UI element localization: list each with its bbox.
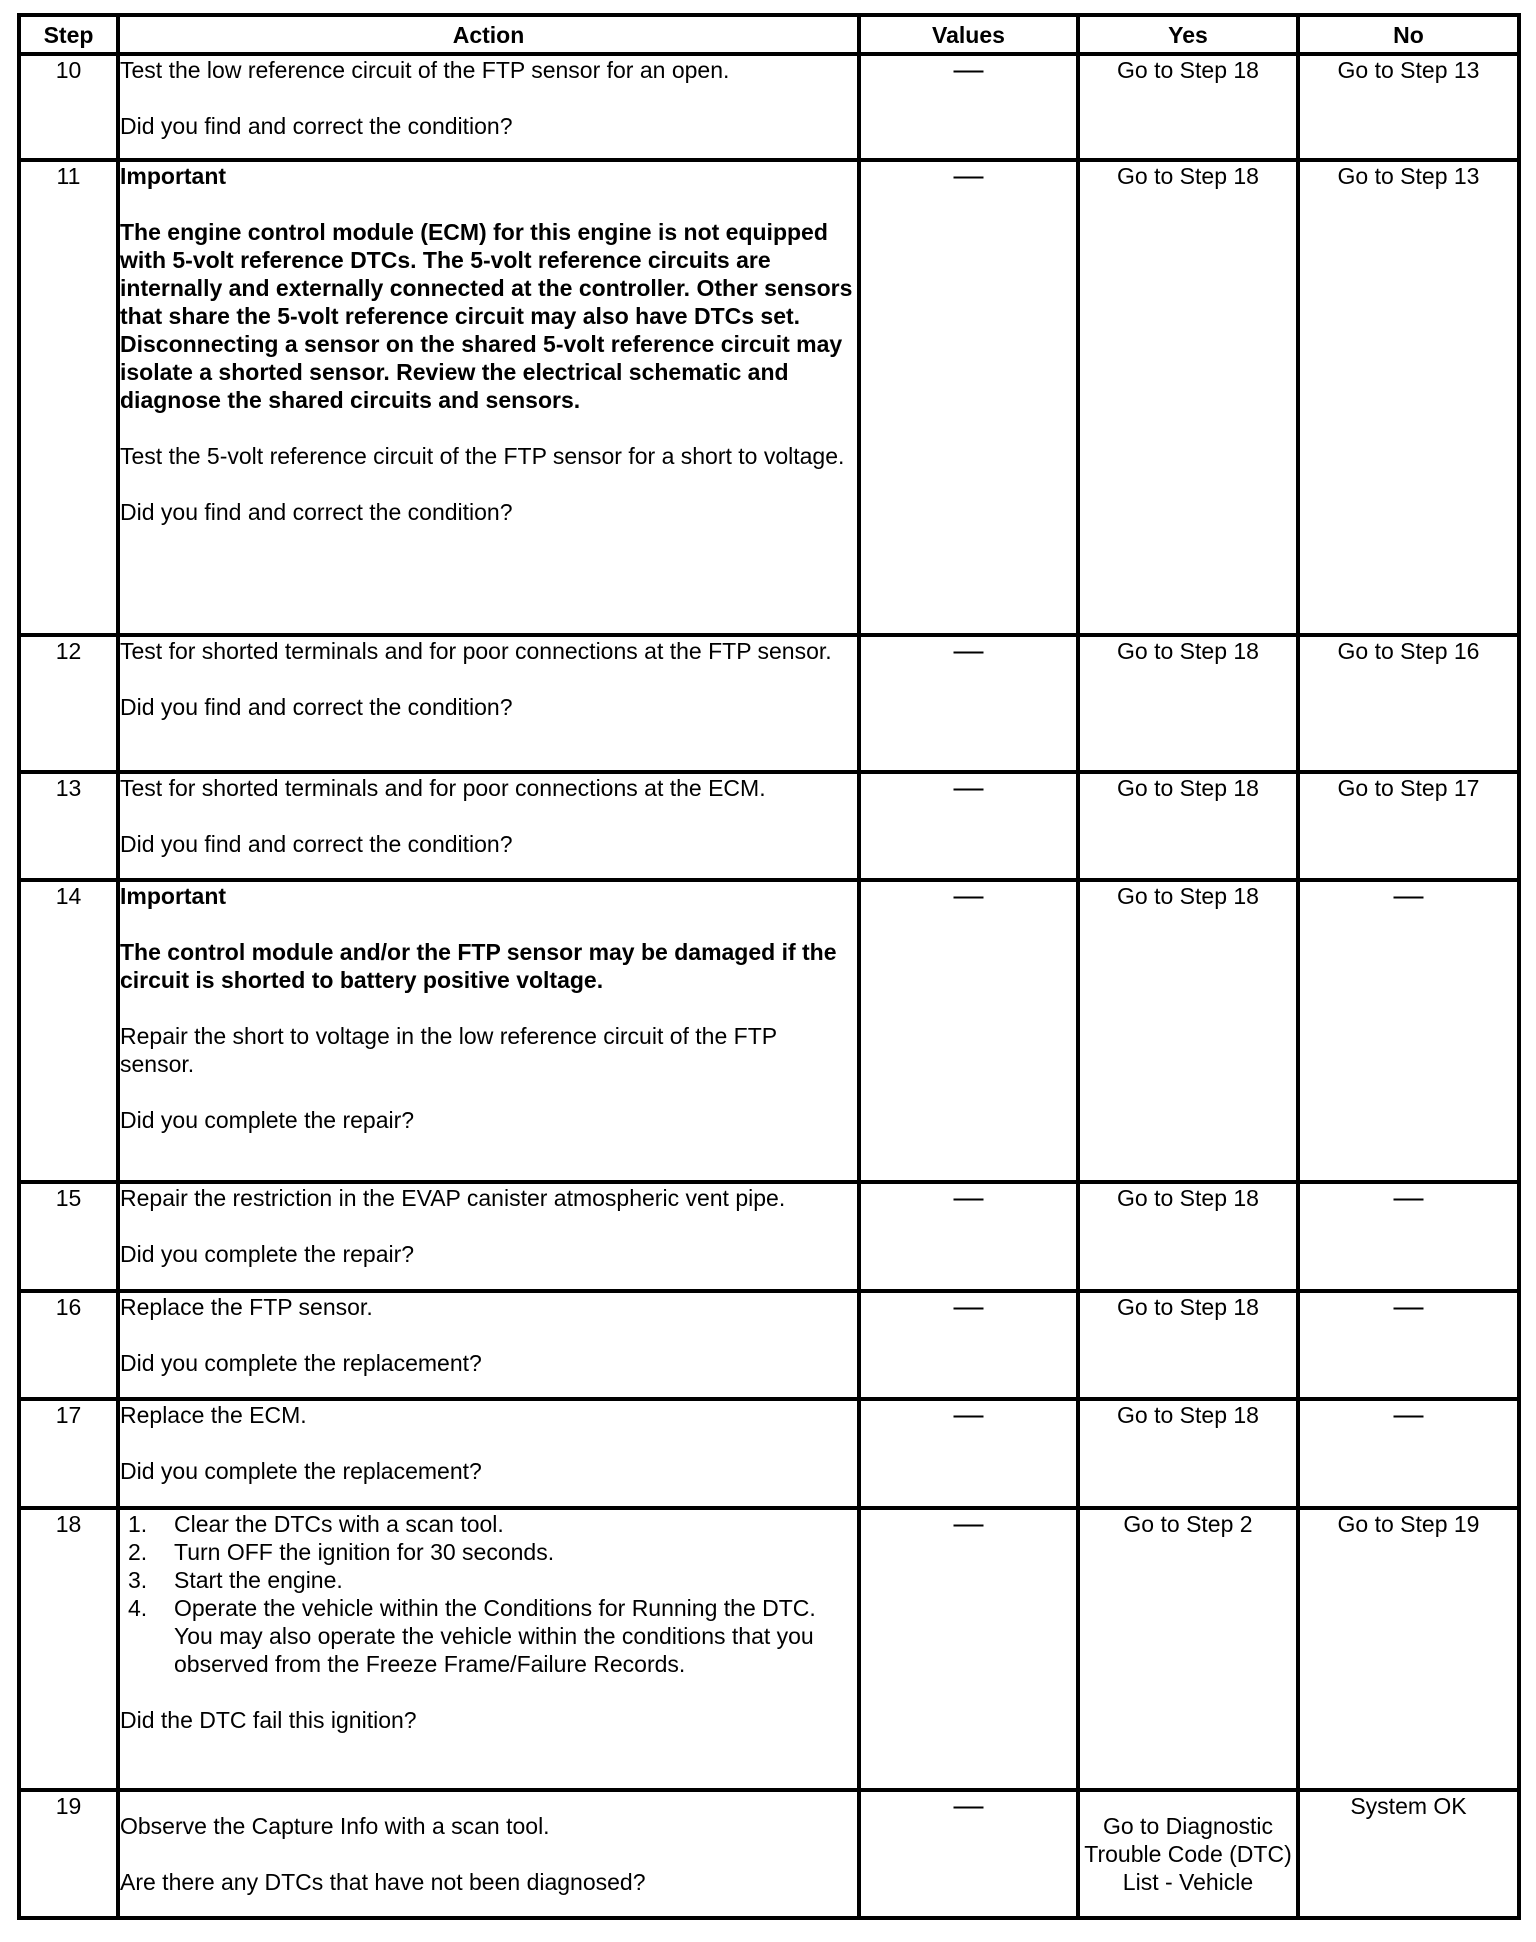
header-no: No — [1298, 15, 1519, 54]
action-cell — [118, 1790, 859, 1918]
no-cell: — — [1298, 880, 1519, 1182]
table-row — [19, 160, 1519, 635]
header-action: Action — [118, 15, 859, 54]
yes-cell: Go to Step 18 — [1078, 772, 1298, 880]
diagnostic-table — [17, 13, 1521, 1920]
action-text: Test the 5-volt reference circuit of the FTP sensor for a short to voltage. — [120, 443, 845, 469]
values-cell: — — [859, 160, 1078, 635]
action-cell — [118, 54, 859, 160]
no-cell: — — [1298, 1399, 1519, 1508]
step-number: 12 — [19, 635, 118, 772]
values-cell: — — [859, 1291, 1078, 1399]
action-question: Did you find and correct the condition? — [120, 694, 513, 720]
yes-cell: Go to Step 18 — [1078, 635, 1298, 772]
action-text: Test the low reference circuit of the FTP sensor for an open. — [120, 57, 730, 83]
procedure-step: 1. Clear the DTCs with a scan tool. — [128, 1511, 504, 1537]
action-question: Did you find and correct the condition? — [120, 831, 513, 857]
action-text: Observe the Capture Info with a scan tool. — [120, 1813, 550, 1839]
action-text: Replace the ECM. — [120, 1402, 307, 1428]
values-cell: — — [859, 1182, 1078, 1291]
action-text: Repair the restriction in the EVAP canister atmospheric vent pipe. — [120, 1185, 786, 1211]
no-cell: Go to Step 16 — [1298, 635, 1519, 772]
action-text: Repair the short to voltage in the low reference circuit of the FTP sensor. — [120, 1023, 777, 1077]
step-number: 13 — [19, 772, 118, 880]
action-question: Did you find and correct the condition? — [120, 113, 513, 139]
action-cell — [118, 1291, 859, 1399]
step-number: 16 — [19, 1291, 118, 1399]
header-step: Step — [19, 15, 118, 54]
step-number: 18 — [19, 1508, 118, 1790]
procedure-step: 2. Turn OFF the ignition for 30 seconds. — [128, 1539, 555, 1565]
no-cell: Go to Step 13 — [1298, 54, 1519, 160]
important-text: The control module and/or the FTP sensor may be damaged if the circuit is shorted to battery positive voltage. — [120, 939, 837, 993]
action-cell — [118, 1508, 859, 1790]
action-cell — [118, 880, 859, 1182]
action-text: Test for shorted terminals and for poor connections at the ECM. — [120, 775, 766, 801]
table-row — [19, 1508, 1519, 1790]
important-title: Important — [120, 883, 227, 909]
table-row — [19, 635, 1519, 772]
table-row — [19, 1291, 1519, 1399]
procedure-step: 4. Operate the vehicle within the Conditions for Running the DTC. You may also operate the vehicle within the conditions that you observed from the Freeze Frame/Failure Records. — [128, 1595, 816, 1677]
values-cell: — — [859, 54, 1078, 160]
table-row — [19, 1399, 1519, 1508]
no-cell: Go to Step 13 — [1298, 160, 1519, 635]
values-cell: — — [859, 1399, 1078, 1508]
table-row — [19, 772, 1519, 880]
action-cell — [118, 772, 859, 880]
action-question: Did you find and correct the condition? — [120, 499, 513, 525]
procedure-list — [120, 1510, 857, 1678]
yes-cell: Go to Step 2 — [1078, 1508, 1298, 1790]
table-row — [19, 1182, 1519, 1291]
action-text: Test for shorted terminals and for poor connections at the FTP sensor. — [120, 638, 832, 664]
values-cell: — — [859, 1508, 1078, 1790]
no-cell: — — [1298, 1182, 1519, 1291]
no-cell: — — [1298, 1291, 1519, 1399]
action-question: Did the DTC fail this ignition? — [120, 1707, 417, 1733]
no-cell: Go to Step 17 — [1298, 772, 1519, 880]
step-number: 15 — [19, 1182, 118, 1291]
header-values: Values — [859, 15, 1078, 54]
action-question: Did you complete the repair? — [120, 1241, 415, 1267]
yes-cell: Go to Step 18 — [1078, 1182, 1298, 1291]
step-number: 17 — [19, 1399, 118, 1508]
action-question: Are there any DTCs that have not been diagnosed? — [120, 1869, 646, 1895]
action-question: Did you complete the replacement? — [120, 1458, 482, 1484]
values-cell: — — [859, 635, 1078, 772]
no-cell: System OK — [1298, 1790, 1519, 1918]
header-yes: Yes — [1078, 15, 1298, 54]
action-cell — [118, 635, 859, 772]
action-question: Did you complete the replacement? — [120, 1350, 482, 1376]
yes-cell: Go to Step 18 — [1078, 160, 1298, 635]
yes-cell: Go to Step 18 — [1078, 880, 1298, 1182]
table-row — [19, 880, 1519, 1182]
table-row — [19, 54, 1519, 160]
action-cell — [118, 160, 859, 635]
step-number: 14 — [19, 880, 118, 1182]
important-text: The engine control module (ECM) for this engine is not equipped with 5-volt reference DTCs. The 5-volt reference circuits are internally and externally connected at the controller. Other sensors that share the 5-volt reference circuit may also have DTCs set. Disconnecting a sensor on the shared 5-volt reference circuit may isolate a shorted sensor. Review the electrical schematic and diagnose the shared circuits and sensors. — [120, 219, 853, 413]
step-number: 11 — [19, 160, 118, 635]
values-cell: — — [859, 880, 1078, 1182]
step-number: 10 — [19, 54, 118, 160]
step-number: 19 — [19, 1790, 118, 1918]
yes-cell: Go to Diagnostic Trouble Code (DTC) List - Vehicle — [1078, 1790, 1298, 1918]
action-text: Replace the FTP sensor. — [120, 1294, 373, 1320]
procedure-step: 3. Start the engine. — [128, 1567, 343, 1593]
yes-cell: Go to Step 18 — [1078, 1291, 1298, 1399]
table-row — [19, 1790, 1519, 1918]
action-cell — [118, 1182, 859, 1291]
important-title: Important — [120, 163, 227, 189]
action-cell — [118, 1399, 859, 1508]
table-header-row — [19, 15, 1519, 54]
action-question: Did you complete the repair? — [120, 1107, 415, 1133]
no-cell: Go to Step 19 — [1298, 1508, 1519, 1790]
values-cell: — — [859, 1790, 1078, 1918]
yes-cell: Go to Step 18 — [1078, 1399, 1298, 1508]
yes-cell: Go to Step 18 — [1078, 54, 1298, 160]
values-cell: — — [859, 772, 1078, 880]
